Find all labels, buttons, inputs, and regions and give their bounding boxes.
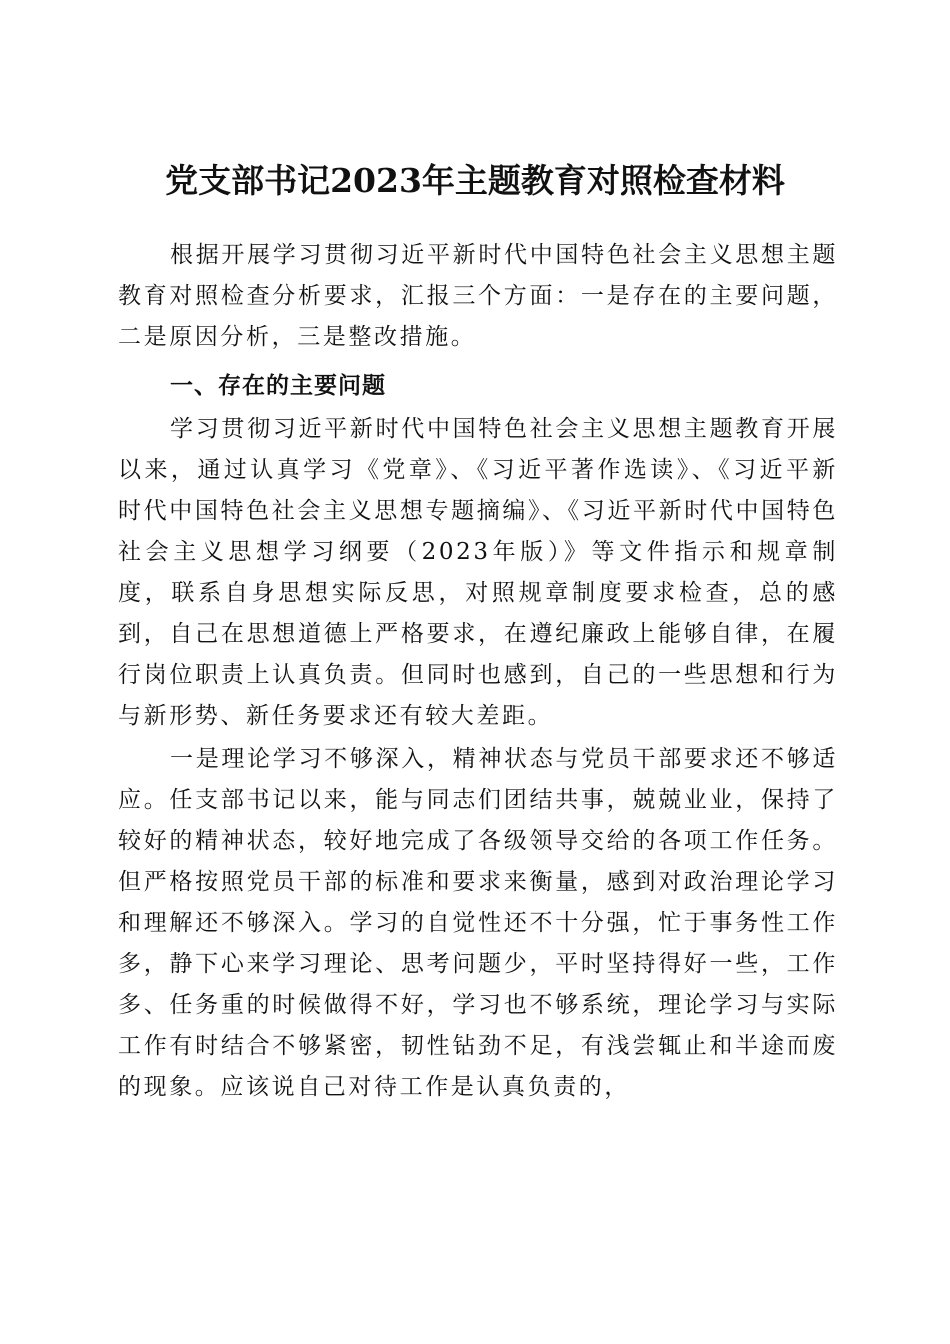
intro-paragraph: 根据开展学习贯彻习近平新时代中国特色社会主义思想主题教育对照检查分析要求，汇报三个方面：一是存在的主要问题，二是原因分析，三是整改措施。 [118, 242, 838, 350]
body-paragraph: 一是理论学习不够深入，精神状态与党员干部要求还不够适应。任支部书记以来，能与同志们团结共事，兢兢业业，保持了较好的精神状态，较好地完成了各级领导交给的各项工作任务。但严格按照党员干部的标准和要求来衡量，感到对政治理论学习和理解还不够深入。学习的自觉性还不十分强，忙于事务性工作多，静下心来学习理论、思考问题少，平时坚持得好一些，工作多、任务重的时候做得不好，学习也不够系统，理论学习与实际工作有时结合不够紧密，韧性钻劲不足，有浅尝辄止和半途而废的现象。应该说自己对待工作是认真负责的， [118, 746, 838, 1100]
document-title: 党支部书记2023年主题教育对照检查材料 [165, 161, 785, 201]
section-heading: 一、存在的主要问题 [170, 373, 386, 399]
body-paragraph: 学习贯彻习近平新时代中国特色社会主义思想主题教育开展以来，通过认真学习《党章》、《习近平著作选读》、《习近平新时代中国特色社会主义思想专题摘编》、《习近平新时代中国特色社会主义思想学习纲要（2023年版）》等文件指示和规章制度，联系自身思想实际反思，对照规章制度要求检查，总的感到，自己在思想道德上严格要求，在遵纪廉政上能够自律，在履行岗位职责上认真负责。但同时也感到，自己的一些思想和行为与新形势、新任务要求还有较大差距。 [118, 416, 838, 729]
